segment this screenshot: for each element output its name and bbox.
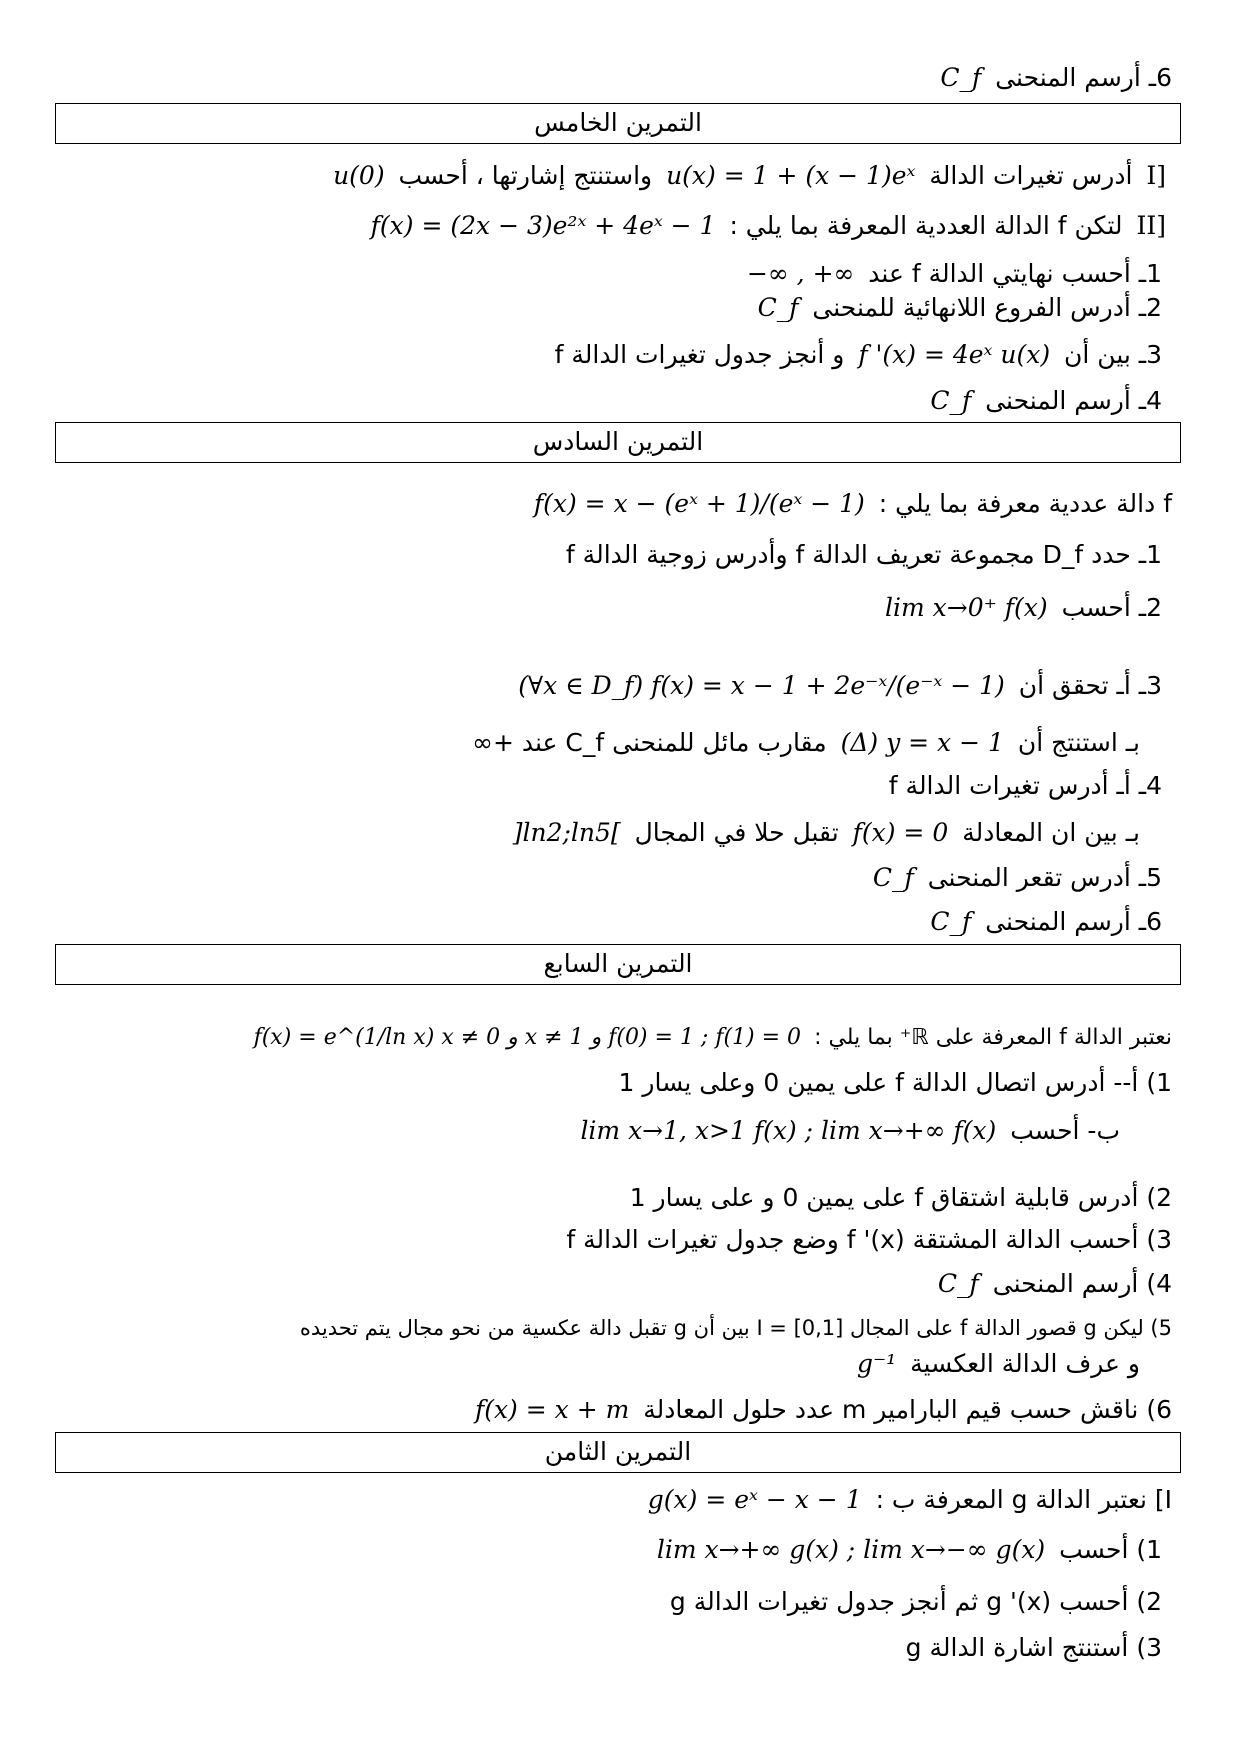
top-item-6-math: C_f [940,63,982,92]
ex6-q6 [924,904,1162,940]
ex6-q3a [512,668,1162,704]
ex5-q4 [924,383,1162,419]
exercise-8-title: التمرين الثامن [55,1432,1181,1473]
exercise-5-title: التمرين الخامس [55,103,1181,144]
ex8-q1-text: 1) أحسب [1059,1535,1162,1564]
ex7-q5b-math: g⁻¹ [856,1349,897,1378]
ex7-q2 [630,1180,1172,1216]
ex6-q5-math: C_f [872,863,914,892]
ex5-part-1 [327,158,1172,194]
ex5-q1 [741,256,1162,292]
ex7-q3 [566,1222,1172,1258]
ex6-q6-math: C_f [930,907,972,936]
ex5-q2 [752,290,1162,326]
ex5-q4-text: 4ـ أرسم المنحنى [985,386,1162,415]
ex6-q3b-math: (Δ) y = x − 1 [840,728,1004,757]
ex7-q5-text: 5) ليكن g قصور الدالة f على المجال I = [0,1] بين أن g تقبل دالة عكسية من نحو مجال يتم تحديده [299,1316,1172,1340]
ex5-part-2-label: II] [1136,211,1166,240]
ex8-intro [642,1482,1172,1518]
ex8-q2 [670,1584,1162,1620]
ex5-part-2 [365,208,1172,244]
ex6-q3a-math: (∀x ∈ D_f) f(x) = x − 1 + 2e⁻ˣ/(e⁻ˣ − 1) [518,671,1005,700]
ex5-part-2-text: لتكن f الدالة العددية المعرفة بما يلي : [729,211,1123,240]
ex8-intro-text: I] نعتبر الدالة g المعرفة ب : [875,1485,1172,1514]
ex5-q2-text: 2ـ أدرس الفروع اللانهائية للمنحنى [812,293,1162,322]
ex5-q2-math: C_f [757,293,799,322]
ex6-q2 [879,590,1162,626]
ex6-q2-text: 2ـ أحسب [1061,593,1162,622]
ex7-q5b [851,1346,1140,1382]
ex7-q1b [574,1113,1120,1149]
ex6-q3a-text: 3ـ أ‌ـ تحقق أن [1018,671,1162,700]
ex6-intro [528,486,1172,522]
ex6-q4b-math2: ]ln2;ln5[ [512,818,621,847]
ex7-intro-math: f(x) = e^(1/ln x) x ≠ 0 و x ≠ 1 و f(0) = 1 ; f(1) = 0 [253,1025,802,1050]
ex5-part-1-math2: u(0) [333,161,385,190]
ex7-q4-text: 4) أرسم المنحنى [992,1269,1172,1298]
ex7-q2-text: 2) أدرس قابلية اشتقاق f على يمين 0 و على يسار 1 [629,1183,1172,1212]
ex7-q6-math: f(x) = x + m [474,1395,630,1424]
ex7-q4-math: C_f [937,1269,979,1298]
ex6-q2-math: lim x→0⁺ f(x) [885,593,1048,622]
ex5-q1-text: 1ـ أحسب نهايتي الدالة f عند [868,259,1162,288]
ex7-q1a [619,1065,1172,1101]
ex5-q3-text2: و أنجز جدول تغيرات الدالة f [554,340,845,369]
ex8-q3-text: 3) أستنتج اشارة الدالة g [905,1633,1162,1662]
ex6-q3b-text: بـ استنتج أن [1017,728,1140,757]
ex7-q6-text: 6) ناقش حسب قيم البارامير m عدد حلول المعادلة [643,1395,1172,1424]
top-item-6-text: 6ـ أرسم المنحنى [995,63,1172,92]
ex6-q4b-text2: تقبل حلا في المجال [634,818,839,847]
ex5-q3-text: 3ـ بين أن [1064,340,1162,369]
ex8-intro-math: g(x) = eˣ − x − 1 [647,1485,862,1514]
ex5-q3 [555,337,1162,373]
ex5-part-1-text: أدرس تغيرات الدالة [929,161,1133,190]
ex7-q1a-text: 1) أ-- أدرس اتصال الدالة f على يمين 0 وعلى يسار 1 [618,1068,1172,1097]
ex5-part-2-math: f(x) = (2x − 3)e²ˣ + 4eˣ − 1 [370,211,716,240]
ex7-intro-text: نعتبر الدالة f المعرفة على ℝ⁺ بما يلي : [814,1025,1172,1050]
ex7-q6 [469,1392,1172,1428]
ex7-q1b-text: ب- أحسب [1010,1116,1120,1145]
exercise-7-title: التمرين السابع [55,944,1181,985]
exercise-6-title: التمرين السادس [55,422,1181,463]
ex7-q4 [932,1266,1172,1302]
ex8-q1 [651,1532,1162,1568]
ex6-q4b [507,815,1140,851]
ex8-q2-text: 2) أحسب g '(x) ثم أنجز جدول تغيرات الدالة g [669,1587,1162,1616]
ex5-part-1-text2: واستنتج إشارتها ، أحسب [398,161,653,190]
ex7-intro [248,1020,1172,1056]
ex6-q5 [867,860,1162,896]
ex8-q3 [906,1630,1162,1666]
ex7-q1b-math: lim x→1, x>1 f(x) ; lim x→+∞ f(x) [580,1116,997,1145]
ex6-intro-text: f دالة عددية معرفة بما يلي : [878,489,1172,518]
ex7-q5 [300,1310,1172,1346]
ex6-q1-text: 1ـ حدد D_f مجموعة تعريف الدالة f وأدرس زوجية الدالة f [565,540,1162,569]
ex6-q4a [889,768,1162,804]
ex8-q1-math: lim x→+∞ g(x) ; lim x→−∞ g(x) [656,1535,1046,1564]
ex6-q1 [566,537,1162,573]
ex6-q4a-text: 4ـ أ‌ـ أدرس تغيرات الدالة f [888,771,1162,800]
ex6-q3b-text2: مقارب مائل للمنحنى C_f عند +∞ [472,728,827,757]
ex5-part-1-math: u(x) = 1 + (x − 1)eˣ [666,161,916,190]
ex6-q6-text: 6ـ أرسم المنحنى [985,907,1162,936]
ex6-q4b-math: f(x) = 0 [852,818,949,847]
ex7-q5b-text: و عرف الدالة العكسية [910,1349,1140,1378]
ex6-q4b-text: بـ بين ان المعادلة [962,818,1140,847]
ex6-intro-math: f(x) = x − (eˣ + 1)/(eˣ − 1) [533,489,865,518]
ex7-q3-text: 3) أحسب الدالة المشتقة f '(x) وضع جدول تغيرات الدالة f [566,1225,1172,1254]
ex5-part-1-label: I] [1146,161,1166,190]
ex5-q3-math: f '(x) = 4eˣ u(x) [858,340,1051,369]
ex6-q5-text: 5ـ أدرس تقعر المنحنى [927,863,1162,892]
ex5-q1-math: −∞ , +∞ [746,259,855,288]
top-item-6 [934,60,1172,96]
ex6-q3b [472,725,1140,761]
ex5-q4-math: C_f [930,386,972,415]
